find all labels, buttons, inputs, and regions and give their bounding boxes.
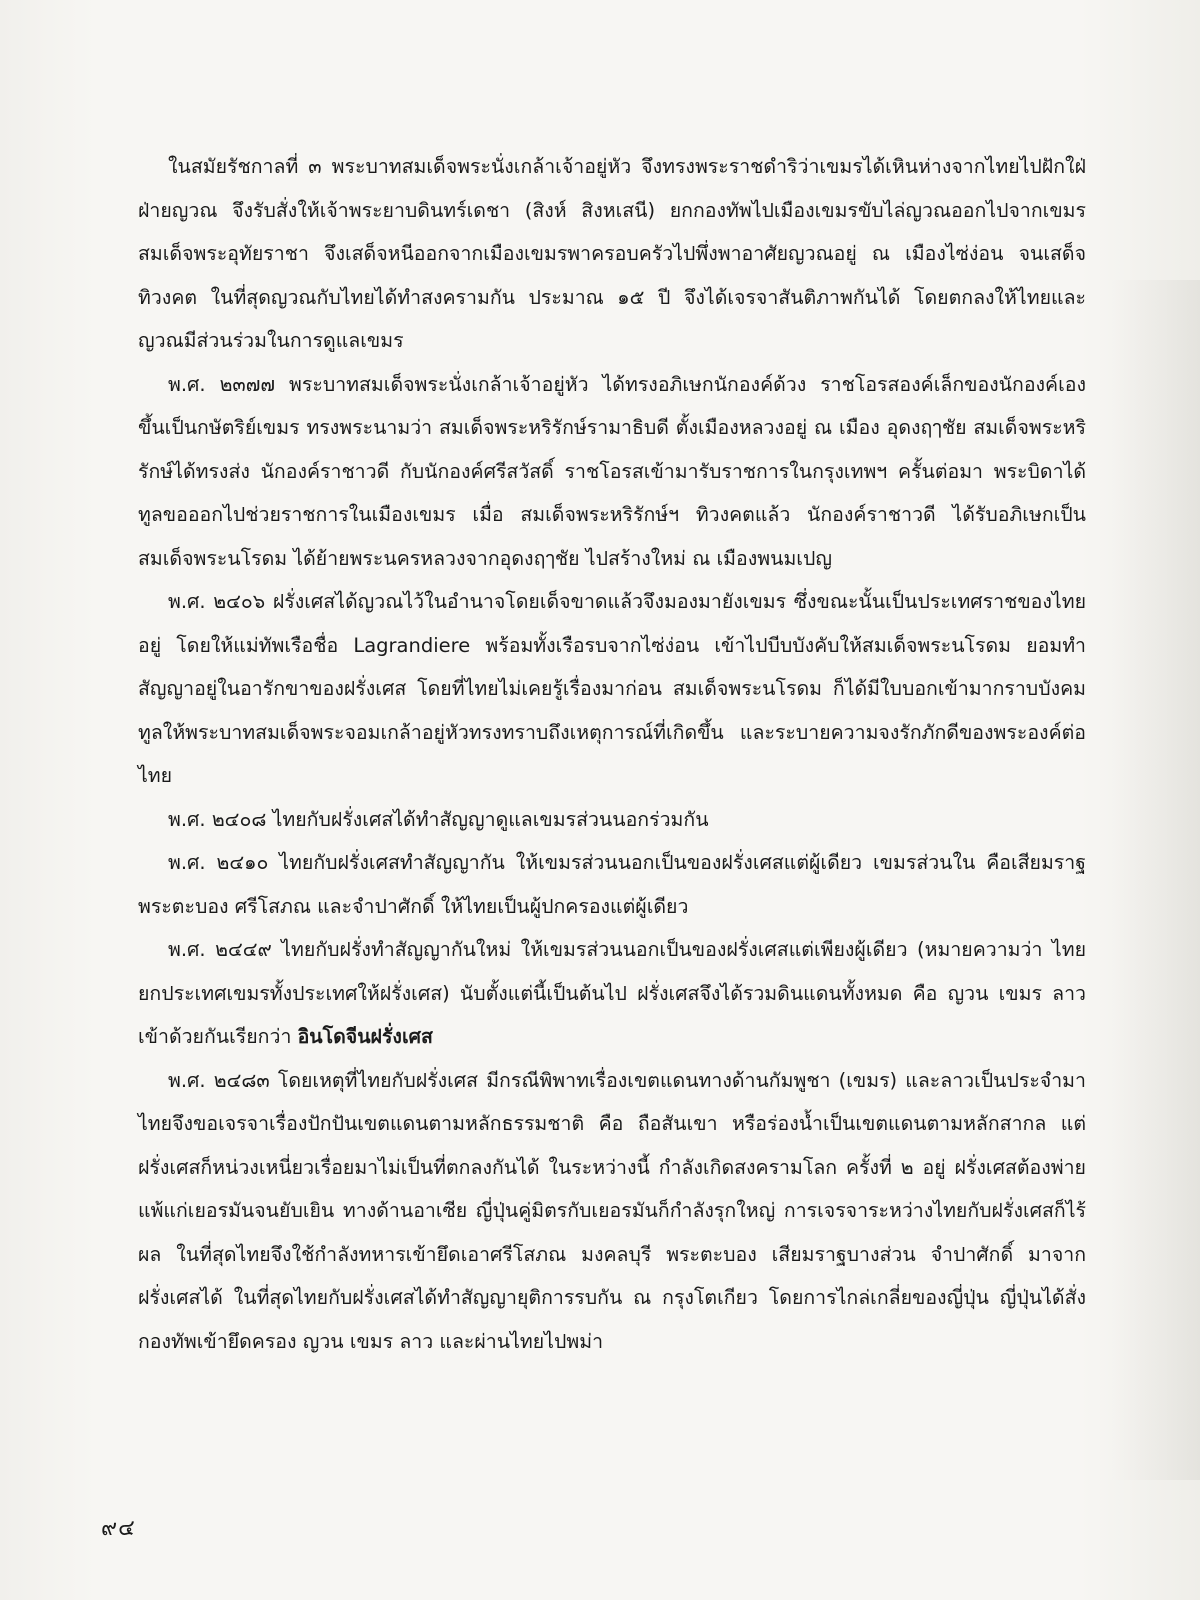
paragraph-2406: [138, 580, 1086, 798]
bold-term-indochina: อินโดจีนฝรั่งเศส: [297, 1025, 433, 1048]
paragraph-2377: [138, 363, 1086, 581]
paragraph-text: พ.ศ. ๒๔๐๖ ฝรั่งเศสได้ญวณไว้ในอำนาจโดยเด็จขาดแล้วจึงมองมายังเขมร ซึ่งขณะนั้นเป็นประเทศราชของไทยอยู่ โดยให้แม่ทัพเรือชื่อ Lagrandiere พร้อมทั้งเรือรบจากไซ่ง่อน เข้าไปบีบบังคับให้สมเด็จพระนโรดม ยอมทำสัญญาอยู่ในอารักขาของฝรั่งเศส โดยที่ไทยไม่เคยรู้เรื่องมาก่อน สมเด็จพระนโรดม ก็ได้มีใบบอกเข้ามากราบบังคมทูลให้พระบาทสมเด็จพระจอมเกล้าอยู่หัวทรงทราบถึงเหตุการณ์ที่เกิดขึ้น และระบายความจงรักภักดีของพระองค์ต่อไทย: [138, 590, 1086, 787]
paragraph-2483: [138, 1059, 1086, 1364]
paragraph-text: พ.ศ. ๒๔๔๙ ไทยกับฝรั่งทำสัญญากันใหม่ ให้เขมรส่วนนอกเป็นของฝรั่งเศสแต่เพียงผู้เดียว (หมายความว่า ไทยยกประเทศเขมรทั้งประเทศให้ฝรั่งเศส) นับตั้งแต่นี้เป็นต้นไป ฝรั่งเศสจึงได้รวมดินแดนทั้งหมด คือ ญวน เขมร ลาว เข้าด้วยกันเรียกว่า: [138, 938, 1086, 1048]
paragraph-2449: [138, 928, 1086, 1059]
paragraph-text: พ.ศ. ๒๓๗๗ พระบาทสมเด็จพระนั่งเกล้าเจ้าอยู่หัว ได้ทรงอภิเษกนักองค์ด้วง ราชโอรสองค์เล็กของนักองค์เอง ขึ้นเป็นกษัตริย์เขมร ทรงพระนามว่า สมเด็จพระหริรักษ์รามาธิบดี ตั้งเมืองหลวงอยู่ ณ เมือง อุดงฤๅชัย สมเด็จพระหริรักษ์ได้ทรงส่ง นักองค์ราชาวดี กับนักองค์ศรีสวัสดิ์ ราชโอรสเข้ามารับราชการในกรุงเทพฯ ครั้นต่อมา พระบิดาได้ทูลขอออกไปช่วยราชการในเมืองเขมร เมื่อ สมเด็จพระหริรักษ์ฯ ทิวงคตแล้ว นักองค์ราชาวดี ได้รับอภิเษกเป็น สมเด็จพระนโรดม ได้ย้ายพระนครหลวงจากอุดงฤๅชัย ไปสร้างใหม่ ณ เมืองพนมเปญ: [138, 372, 1086, 570]
page-number: ๙๔: [101, 1516, 136, 1541]
paragraph-2408: [138, 798, 1086, 842]
paragraph-text: พ.ศ. ๒๔๐๘ ไทยกับฝรั่งเศสได้ทำสัญญาดูแลเขมรส่วนนอกร่วมกัน: [168, 807, 709, 831]
scan-shadow: [1110, 280, 1200, 1480]
paragraph-2410: [138, 841, 1086, 928]
paragraph-text: พ.ศ. ๒๔๑๐ ไทยกับฝรั่งเศสทำสัญญากัน ให้เขมรส่วนนอกเป็นของฝรั่งเศสแต่ผู้เดียว เขมรส่วนใน คือเสียมราฐ พระตะบอง ศรีโสภณ และจำปาศักดิ์ ให้ไทยเป็นผู้ปกครองแต่ผู้เดียว: [138, 851, 1086, 918]
document-body: [138, 145, 1086, 1363]
paragraph-reign-3: [138, 145, 1086, 363]
paragraph-text: พ.ศ. ๒๔๘๓ โดยเหตุที่ไทยกับฝรั่งเศส มีกรณีพิพาทเรื่องเขตแดนทางด้านกัมพูชา (เขมร) และลาวเป็นประจำมา ไทยจึงขอเจรจาเรื่องปักปันเขตแดนตามหลักธรรมชาติ คือ ถือสันเขา หรือร่องน้ำเป็นเขตแดนตามหลักสากล แต่ฝรั่งเศสก็หน่วงเหนี่ยวเรื่อยมาไม่เป็นที่ตกลงกันได้ ในระหว่างนี้ กำลังเกิดสงครามโลก ครั้งที่ ๒ อยู่ ฝรั่งเศสต้องพ่ายแพ้แก่เยอรมันจนยับเยิน ทางด้านอาเซีย ญี่ปุ่นคู่มิตรกับเยอรมันก็กำลังรุกใหญ่ การเจรจาระหว่างไทยกับฝรั่งเศสก็ไร้ผล ในที่สุดไทยจึงใช้กำลังทหารเข้ายึดเอาศรีโสภณ มงคลบุรี พระตะบอง เสียมราฐบางส่วน จำปาศักดิ์ มาจากฝรั่งเศสได้ ในที่สุดไทยกับฝรั่งเศสได้ทำสัญญายุติการรบกัน ณ กรุงโตเกียว โดยการไกล่เกลี่ยของญี่ปุ่น ญี่ปุ่นได้สั่งกองทัพเข้ายึดครอง ญวน เขมร ลาว และผ่านไทยไปพม่า: [138, 1068, 1086, 1353]
paragraph-text: ในสมัยรัชกาลที่ ๓ พระบาทสมเด็จพระนั่งเกล้าเจ้าอยู่หัว จึงทรงพระราชดำริว่าเขมรได้เหินห่างจากไทยไปฝักใฝ่ฝ่ายญวณ จึงรับสั่งให้เจ้าพระยาบดินทร์เดชา (สิงห์ สิงหเสนี) ยกกองทัพไปเมืองเขมรขับไล่ญวณออกไปจากเขมร สมเด็จพระอุทัยราชา จึงเสด็จหนีออกจากเมืองเขมรพาครอบครัวไปพึ่งพาอาศัยญวณอยู่ ณ เมืองไซ่ง่อน จนเสด็จทิวงคต ในที่สุดญวณกับไทยได้ทำสงครามกัน ประมาณ ๑๕ ปี จึงได้เจรจาสันติภาพกันได้ โดยตกลงให้ไทยและญวณมีส่วนร่วมในการดูแลเขมร: [138, 155, 1086, 352]
